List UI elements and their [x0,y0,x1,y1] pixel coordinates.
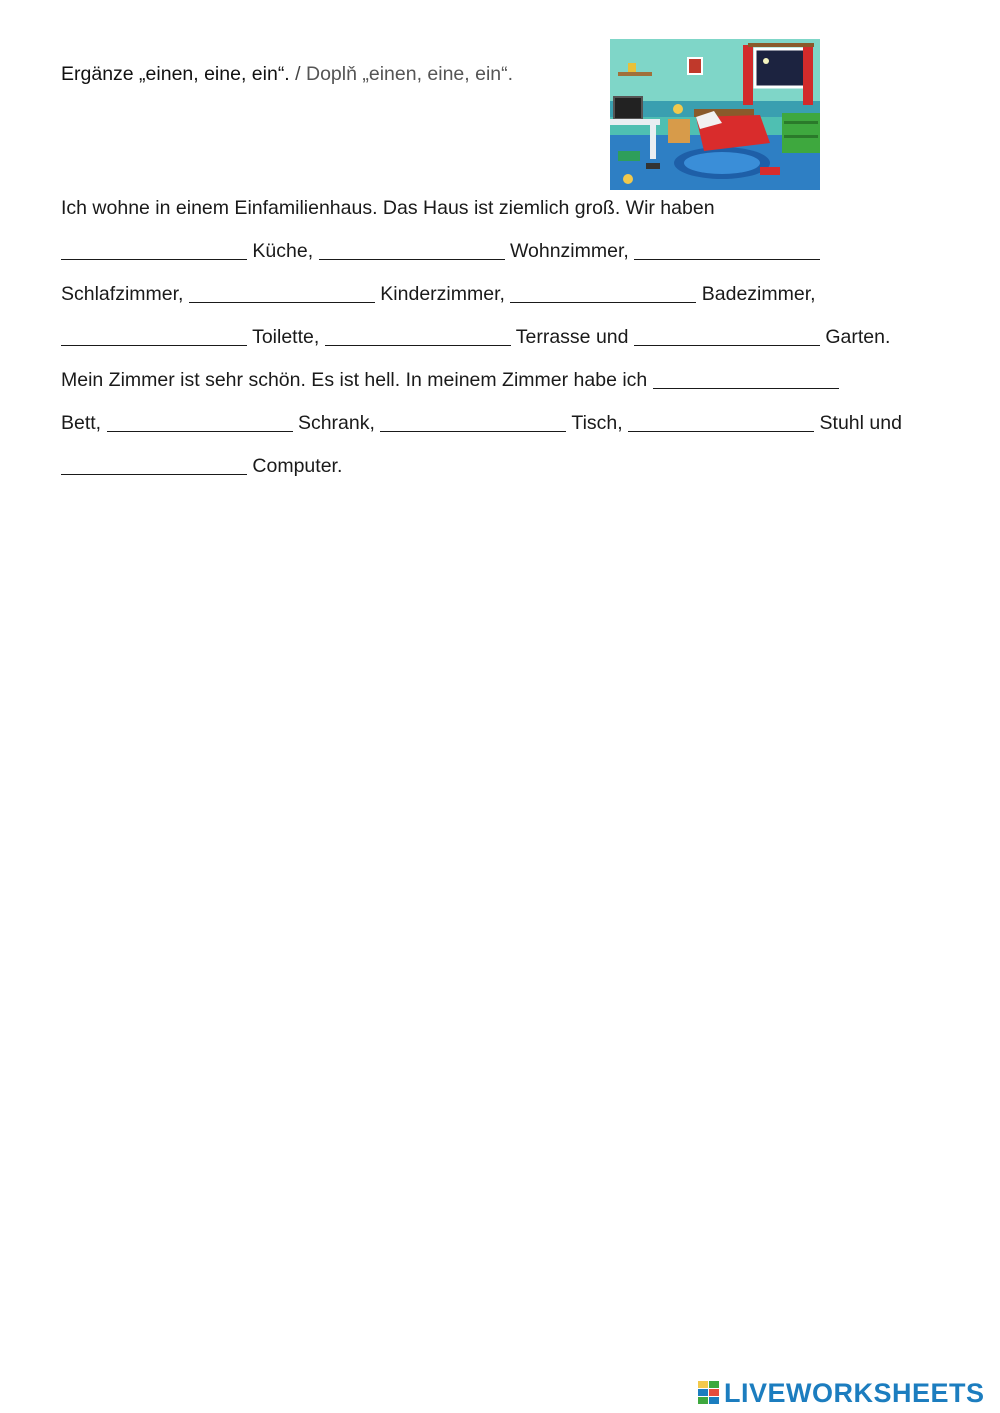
paragraph-text: Mein Zimmer ist sehr schön. Es ist hell. In meinem Zimmer habe ich [61,369,653,391]
word-kinderzimmer: Kinderzimmer, [374,283,511,305]
answer-blank[interactable] [107,413,293,432]
answer-blank[interactable] [61,327,247,346]
word-computer: Computer. [247,455,343,477]
word-schlafzimmer: Schlafzimmer, [61,283,189,305]
paragraph-line-5 [61,369,839,392]
paragraph-line-2 [61,240,820,263]
instruction-separator: / [289,63,306,85]
answer-blank[interactable] [61,456,247,475]
answer-blank[interactable] [319,241,505,260]
liveworksheets-logo-icon [698,1381,720,1405]
answer-blank[interactable] [653,370,839,389]
word-kueche: Küche, [247,240,319,262]
word-tisch: Tisch, [566,412,629,434]
instruction-german: Ergänze „einen, eine, ein“. [61,63,290,85]
bedroom-illustration-icon [610,39,820,190]
answer-blank[interactable] [510,284,696,303]
word-garten: Garten. [819,326,891,348]
paragraph-line-3 [61,283,816,306]
answer-blank[interactable] [61,241,247,260]
word-schrank: Schrank, [292,412,381,434]
word-badezimmer: Badezimmer, [696,283,816,305]
answer-blank[interactable] [634,327,820,346]
answer-blank[interactable] [628,413,814,432]
word-wohnzimmer: Wohnzimmer, [504,240,635,262]
word-terrasse: Terrasse und [510,326,634,348]
answer-blank[interactable] [634,241,820,260]
liveworksheets-logo[interactable] [698,1377,985,1409]
answer-blank[interactable] [189,284,375,303]
task-instruction [61,63,513,86]
word-stuhl: Stuhl und [814,412,902,434]
paragraph-line-1 [61,197,715,220]
word-toilette: Toilette, [247,326,325,348]
answer-blank[interactable] [325,327,511,346]
paragraph-line-4 [61,326,890,349]
paragraph-text: Ich wohne in einem Einfamilienhaus. Das Haus ist ziemlich groß. Wir haben [61,197,715,219]
brand-name: LIVEWORKSHEETS [724,1377,985,1408]
answer-blank[interactable] [380,413,566,432]
paragraph-line-7 [61,455,342,478]
instruction-czech: Doplň „einen, eine, ein“. [306,63,514,85]
paragraph-line-6 [61,412,902,435]
word-bett: Bett, [61,412,107,434]
